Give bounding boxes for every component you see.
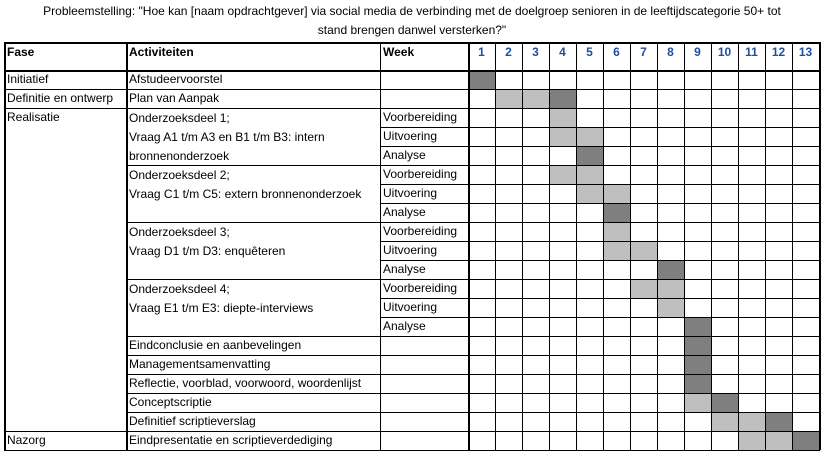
- activity-eindconclusie: Eindconclusie en aanbevelingen: [129, 338, 302, 352]
- step-row-line: [380, 146, 468, 147]
- problem-statement-line-1: Probleemstelling: "Hoe kan [naam opdrachtgever] via social media de verbinding met de doelgroep senioren in de leeftijdscategorie 50+ tot: [43, 4, 781, 18]
- week-10-header: 10: [717, 45, 732, 59]
- week-row-line: [468, 108, 819, 109]
- activity-onderzoeksdeel-3: [126, 222, 380, 279]
- week-row-line: [468, 222, 819, 223]
- gantt-bar-row19-week12: [765, 431, 792, 450]
- step-row-line: [380, 431, 468, 432]
- step-analyse-1: Analyse: [383, 148, 426, 162]
- week-col-line: [738, 42, 739, 450]
- activity-conceptscriptie: Conceptscriptie: [129, 395, 212, 409]
- phase-definitie: Definitie en ontwerp: [7, 91, 114, 105]
- gantt-bar-row6-week5: [576, 184, 603, 203]
- gantt-bar-row5-week5: [576, 165, 603, 184]
- gantt-bar-row15-week9: [684, 355, 711, 374]
- week-col-border: [468, 42, 470, 450]
- week-row-line: [468, 89, 819, 90]
- phase-row-line: [4, 431, 126, 432]
- week-row-line: [468, 260, 819, 261]
- planning-table: [4, 42, 822, 453]
- gantt-bar-row11-week7: [630, 279, 657, 298]
- week-row-line: [468, 165, 819, 166]
- step-row-line: [380, 336, 468, 337]
- step-row-line: [380, 260, 468, 261]
- gantt-bar-row18-week11: [738, 412, 765, 431]
- week-col-line: [495, 42, 496, 450]
- step-row-line: [380, 165, 468, 166]
- activity-plan-van-aanpak: Plan van Aanpak: [129, 91, 220, 105]
- week-row-line: [468, 412, 819, 413]
- step-voorbereiding-1: Voorbereiding: [383, 110, 458, 124]
- onderzoeksdeel-2-desc: Vraag C1 t/m C5: extern bronnenonderzoek: [129, 187, 362, 201]
- gantt-bar-row3-week4: [549, 127, 576, 146]
- activity-row-line: [126, 222, 380, 223]
- week-11-header: 11: [745, 45, 758, 59]
- gantt-bar-row13-week9: [684, 317, 711, 336]
- gantt-bar-row18-week12: [765, 412, 792, 431]
- onderzoeksdeel-3-desc: Vraag D1 t/m D3: enquêteren: [129, 244, 286, 258]
- onderzoeksdeel-4-title: Onderzoeksdeel 4;: [129, 282, 230, 296]
- phase-initiatief: Initiatief: [7, 72, 49, 86]
- week-row-line: [468, 146, 819, 147]
- gantt-bar-row9-week7: [630, 241, 657, 260]
- week-row-line: [468, 184, 819, 185]
- gantt-bar-row14-week9: [684, 336, 711, 355]
- gantt-bar-row2-week4: [549, 108, 576, 127]
- step-uitvoering-3: Uitvoering: [383, 243, 438, 257]
- step-uitvoering-1: Uitvoering: [383, 129, 438, 143]
- week-9-header: 9: [694, 45, 701, 59]
- week-col-line: [792, 42, 793, 450]
- gantt-bar-row17-week10: [711, 393, 738, 412]
- onderzoeksdeel-1-desc: Vraag A1 t/m A3 en B1 t/m B3: intern bronnenonderzoek: [129, 130, 325, 163]
- week-col-line: [684, 42, 685, 450]
- week-row-line: [468, 279, 819, 280]
- gantt-bar-row7-week6: [603, 203, 630, 222]
- activity-eindpresentatie: Eindpresentatie en scriptieverdediging: [129, 433, 333, 447]
- step-row-line: [380, 355, 468, 356]
- header-fase: Fase: [7, 45, 35, 59]
- problem-statement-line-2: stand brengen danwel versterken?": [317, 23, 507, 37]
- step-voorbereiding-2: Voorbereiding: [383, 167, 458, 181]
- activity-row-line: [126, 374, 380, 375]
- gantt-bar-row9-week6: [603, 241, 630, 260]
- week-col-line: [630, 42, 631, 450]
- step-row-line: [380, 127, 468, 128]
- week-row-line: [468, 203, 819, 204]
- step-voorbereiding-4: Voorbereiding: [383, 281, 458, 295]
- gantt-bar-row19-week13: [792, 431, 819, 450]
- activity-row-line: [126, 355, 380, 356]
- gantt-bar-row12-week8: [657, 298, 684, 317]
- onderzoeksdeel-2-title: Onderzoeksdeel 2;: [129, 168, 230, 182]
- week-row-line: [468, 355, 819, 356]
- week-col-line: [711, 42, 712, 450]
- activity-reflectie: Reflectie, voorblad, voorwoord, woordenlijst: [129, 376, 362, 390]
- step-voorbereiding-3: Voorbereiding: [383, 224, 458, 238]
- header-activiteiten: Activiteiten: [129, 45, 194, 59]
- gantt-bar-row17-week9: [684, 393, 711, 412]
- phase-nazorg: Nazorg: [7, 433, 46, 447]
- week-1-header: 1: [478, 45, 485, 59]
- gantt-bar-row4-week5: [576, 146, 603, 165]
- activity-onderzoeksdeel-1: [126, 108, 380, 165]
- activity-row-line: [126, 431, 380, 432]
- activity-afstudeervoorstel: Afstudeervoorstel: [129, 72, 223, 86]
- activity-row-line: [126, 108, 380, 109]
- gantt-bar-row19-week11: [738, 431, 765, 450]
- step-row-line: [380, 317, 468, 318]
- gantt-bar-row11-week8: [657, 279, 684, 298]
- week-row-line: [468, 393, 819, 394]
- week-col-line: [576, 42, 577, 450]
- gantt-bar-row16-week9: [684, 374, 711, 393]
- gantt-bar-row0-week1: [468, 70, 495, 89]
- phase-row-line: [4, 89, 126, 90]
- activity-row-line: [126, 279, 380, 280]
- table-bottom-border: [4, 450, 820, 451]
- header-week: Week: [383, 45, 415, 59]
- week-row-line: [468, 336, 819, 337]
- step-uitvoering-2: Uitvoering: [383, 186, 438, 200]
- activity-managementsamenvatting: Managementsamenvatting: [129, 357, 271, 371]
- week-row-line: [468, 317, 819, 318]
- gantt-bar-row3-week5: [576, 127, 603, 146]
- week-row-line: [468, 241, 819, 242]
- step-analyse-2: Analyse: [383, 205, 426, 219]
- gantt-bar-row1-week2: [495, 89, 522, 108]
- gantt-bar-row1-week3: [522, 89, 549, 108]
- gantt-bar-row6-week6: [603, 184, 630, 203]
- week-7-header: 7: [640, 45, 647, 59]
- gantt-bar-row8-week6: [603, 222, 630, 241]
- activity-onderzoeksdeel-2: [126, 165, 380, 222]
- step-row-line: [380, 298, 468, 299]
- fase-col-border: [126, 42, 128, 450]
- step-row-line: [380, 279, 468, 280]
- step-analyse-4: Analyse: [383, 319, 426, 333]
- phase-realisatie: Realisatie: [7, 110, 60, 124]
- week-4-header: 4: [559, 45, 566, 59]
- activity-row-line: [126, 393, 380, 394]
- activity-row-line: [126, 165, 380, 166]
- week-row-line: [468, 374, 819, 375]
- step-row-line: [380, 393, 468, 394]
- phase-row-line: [4, 108, 126, 109]
- step-row-line: [380, 241, 468, 242]
- problem-statement: [0, 2, 824, 40]
- week-col-line: [549, 42, 550, 450]
- activity-onderzoeksdeel-4: [126, 279, 380, 336]
- step-row-line: [380, 222, 468, 223]
- week-6-header: 6: [613, 45, 620, 59]
- step-row-line: [380, 374, 468, 375]
- week-row-line: [468, 431, 819, 432]
- week-2-header: 2: [505, 45, 512, 59]
- week-row-line: [468, 127, 819, 128]
- gantt-bar-row1-week4: [549, 89, 576, 108]
- step-row-line: [380, 184, 468, 185]
- step-row-line: [380, 412, 468, 413]
- week-3-header: 3: [532, 45, 539, 59]
- gantt-bar-row18-week10: [711, 412, 738, 431]
- week-12-header: 12: [771, 45, 786, 59]
- week-col-line: [765, 42, 766, 450]
- step-uitvoering-4: Uitvoering: [383, 300, 438, 314]
- activity-row-line: [126, 336, 380, 337]
- gantt-bar-row10-week8: [657, 260, 684, 279]
- week-13-header: 13: [798, 45, 813, 59]
- onderzoeksdeel-3-title: Onderzoeksdeel 3;: [129, 225, 230, 239]
- activity-col-border: [380, 42, 381, 450]
- week-8-header: 8: [667, 45, 674, 59]
- gantt-bar-row5-week4: [549, 165, 576, 184]
- week-col-line: [522, 42, 523, 450]
- week-col-line: [657, 42, 658, 450]
- activity-definitief-scriptieverslag: Definitief scriptieverslag: [129, 414, 256, 428]
- step-row-line: [380, 89, 468, 90]
- onderzoeksdeel-1-title: Onderzoeksdeel 1;: [129, 111, 230, 125]
- step-row-line: [380, 108, 468, 109]
- week-row-line: [468, 298, 819, 299]
- table-left-border: [4, 42, 6, 451]
- activity-row-line: [126, 412, 380, 413]
- week-col-line-right: [819, 42, 821, 450]
- activity-row-line: [126, 89, 380, 90]
- step-row-line: [380, 203, 468, 204]
- onderzoeksdeel-4-desc: Vraag E1 t/m E3: diepte-interviews: [129, 301, 314, 315]
- week-col-line: [603, 42, 604, 450]
- week-5-header: 5: [586, 45, 593, 59]
- step-analyse-3: Analyse: [383, 262, 426, 276]
